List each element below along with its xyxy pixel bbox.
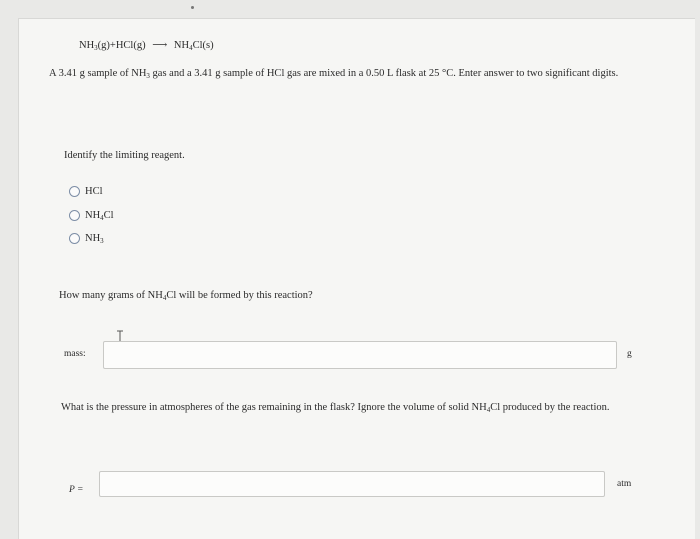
problem-statement: [49, 65, 649, 82]
mass-unit: g: [627, 349, 632, 359]
pressure-prompt-sub: 4: [486, 406, 491, 414]
option-nh4cl[interactable]: [69, 207, 114, 224]
problem-text-2: gas and a 3.41 g sample of HCl gas are mixed in a 0.50 L flask at 25 °C. Enter answer to two significant digits.: [149, 68, 619, 79]
mass-prompt-text-1: How many grams of NH: [59, 290, 163, 301]
question-card: [18, 18, 695, 539]
problem-text-1: A 3.41 g sample of NH: [49, 68, 147, 79]
radio-nh3[interactable]: [69, 233, 80, 244]
option-nh3-text: NH: [85, 233, 101, 244]
page-dot: [191, 6, 194, 9]
product-nh: NH: [173, 40, 190, 51]
option-nh4cl-sub: 4: [100, 214, 104, 222]
problem-sub: 3: [146, 72, 150, 80]
mass-input[interactable]: [103, 341, 617, 369]
limiting-reagent-prompt: Identify the limiting reagent.: [64, 150, 185, 161]
mass-prompt-text-2: Cl will be formed by this reaction?: [166, 290, 313, 301]
product-sub: 4: [189, 44, 193, 52]
reaction-arrow-icon: ⟶: [152, 40, 168, 51]
option-nh3[interactable]: [69, 230, 104, 247]
radio-hcl[interactable]: [69, 186, 80, 197]
option-nh4cl-text: NH: [85, 210, 101, 221]
mass-label: mass:: [64, 349, 86, 359]
pressure-unit: atm: [617, 479, 632, 489]
mass-prompt-sub: 4: [162, 294, 167, 302]
option-nh4cl-post: Cl: [103, 210, 114, 221]
option-hcl-label: HCl: [85, 186, 103, 197]
option-hcl[interactable]: [69, 183, 103, 200]
pressure-input[interactable]: [99, 471, 605, 497]
pressure-prompt: [61, 399, 621, 416]
option-nh3-label: [85, 230, 104, 247]
radio-nh4cl[interactable]: [69, 210, 80, 221]
reactant-nh: NH: [79, 40, 95, 51]
option-nh3-sub: 3: [100, 237, 104, 245]
pressure-prompt-text-1: What is the pressure in atmospheres of the gas remaining in the flask? Ignore the volume of solid NH: [61, 402, 487, 413]
pressure-prompt-text-2: Cl produced by the reaction.: [490, 402, 610, 413]
reaction-equation: [79, 39, 214, 51]
option-nh4cl-label: [85, 207, 114, 224]
reactant-state: (g)+HCl(g): [97, 40, 146, 51]
product-state: Cl(s): [192, 40, 214, 51]
reactant-sub: 3: [94, 44, 98, 52]
pressure-label: P =: [69, 485, 84, 495]
mass-prompt: [59, 287, 313, 304]
